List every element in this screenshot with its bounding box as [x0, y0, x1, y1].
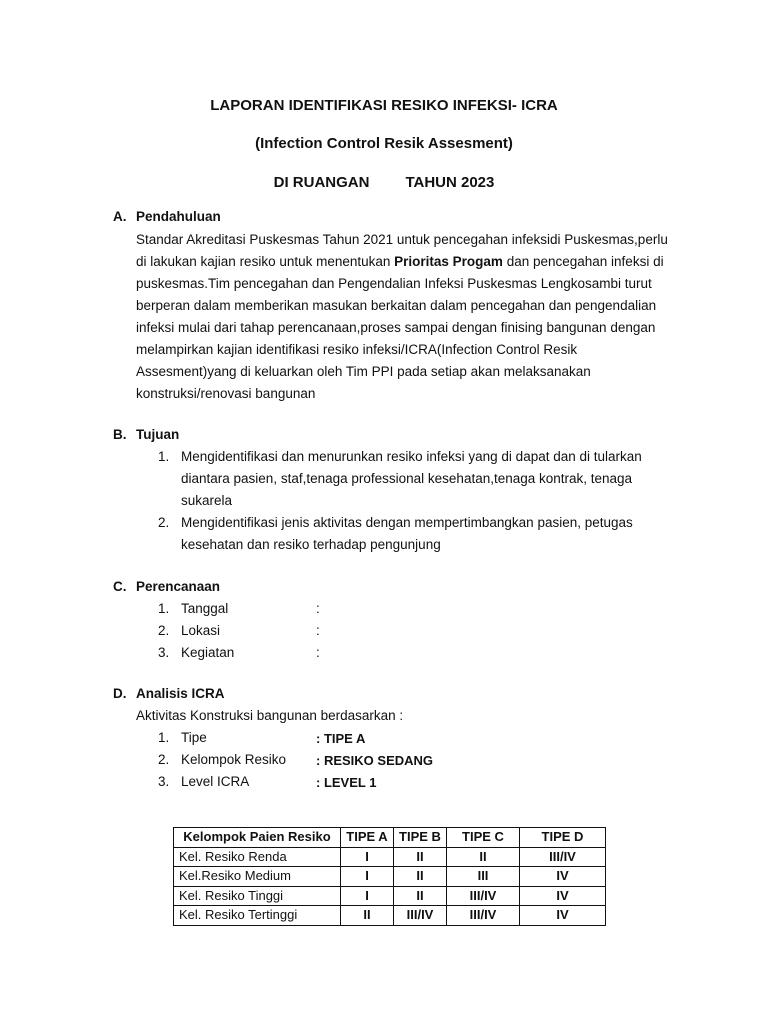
- location-label: DI RUANGAN: [273, 174, 370, 191]
- list-item-number: 2.: [158, 752, 170, 767]
- table-cell: II: [394, 886, 447, 906]
- icra-matrix-table: [173, 827, 606, 926]
- table-cell: II: [394, 867, 447, 887]
- section-c-heading: Perencanaan: [136, 579, 221, 594]
- section-d-intro: Aktivitas Konstruksi bangunan berdasarkan :: [136, 708, 404, 723]
- field-value: :: [316, 623, 320, 638]
- table-cell: Kel. Resiko Tertinggi: [174, 906, 341, 926]
- para-text-2: dan pencegahan infeksi di puskesmas.Tim pencegahan dan Pengendalian Infeksi Puskesmas Lengkosambi turut berperan dalam memberikan masukan berkaitan dalam pencegahan dan pengendalian infeksi mulai dari tahap perencanaan,proses sampai dengan finising bangunan dengan melampirkan kajian identifikasi resiko infeksi/ICRA(Infection Control Resik Assesment)yang di keluarkan oleh Tim PPI pada setiap akan melaksanakan konstruksi/renovasi bangunan: [136, 254, 664, 401]
- list-item-number: 2.: [158, 623, 170, 638]
- list-item-number: 3.: [158, 645, 170, 660]
- table-cell: III/IV: [447, 906, 520, 926]
- para-bold-text: Prioritas Progam: [394, 254, 503, 269]
- report-title: LAPORAN IDENTIFIKASI RESIKO INFEKSI- ICRA: [210, 97, 558, 114]
- table-row: [174, 867, 606, 887]
- field-label: Kegiatan: [181, 645, 235, 660]
- table-cell: II: [394, 847, 447, 867]
- field-value: : TIPE A: [316, 731, 366, 746]
- section-a-letter: A.: [113, 209, 127, 224]
- section-c-letter: C.: [113, 579, 127, 594]
- report-subtitle: (Infection Control Resik Assesment): [255, 135, 513, 152]
- table-row: [174, 886, 606, 906]
- list-item-number: 2.: [158, 515, 170, 530]
- table-cell: I: [341, 847, 394, 867]
- table-row: [174, 847, 606, 867]
- list-item-number: 1.: [158, 601, 170, 616]
- field-value: :: [316, 645, 320, 660]
- field-value: : RESIKO SEDANG: [316, 753, 434, 768]
- list-item-text: Mengidentifikasi jenis aktivitas dengan mempertimbangkan pasien, petugas kesehatan dan resiko terhadap pengunjung: [181, 515, 633, 552]
- table-header-cell: Kelompok Paien Resiko: [174, 828, 341, 848]
- section-d-letter: D.: [113, 686, 127, 701]
- table-cell: I: [341, 867, 394, 887]
- table-cell: IV: [520, 867, 606, 887]
- list-item-number: 1.: [158, 730, 170, 745]
- section-a-heading: Pendahuluan: [136, 209, 221, 224]
- report-location-year: [0, 174, 768, 191]
- table-header-row: [174, 828, 606, 848]
- list-item-text: Mengidentifikasi dan menurunkan resiko infeksi yang di dapat dan di tularkan diantara pasien, staf,tenaga professional kesehatan,tenaga kontrak, tenaga sukarela: [181, 449, 642, 508]
- section-b-letter: B.: [113, 427, 127, 442]
- table-cell: I: [341, 886, 394, 906]
- table-row: [174, 906, 606, 926]
- section-d-heading: Analisis ICRA: [136, 686, 225, 701]
- list-item-number: 3.: [158, 774, 170, 789]
- field-label: Tanggal: [181, 601, 229, 616]
- table-cell: III/IV: [520, 847, 606, 867]
- table-cell: III/IV: [447, 886, 520, 906]
- field-label: Kelompok Resiko: [181, 752, 287, 767]
- table-cell: III/IV: [394, 906, 447, 926]
- table-cell: IV: [520, 886, 606, 906]
- para-text-1: Standar Akreditasi Puskesmas Tahun 2021 untuk pencegahan infeksidi Puskesmas,perlu di lakukan kajian resiko untuk menentukan: [136, 232, 668, 269]
- table-header-cell: TIPE D: [520, 828, 606, 848]
- table-cell: II: [447, 847, 520, 867]
- year-label: TAHUN 2023: [405, 174, 495, 191]
- field-value: : LEVEL 1: [316, 775, 377, 790]
- table-cell: II: [341, 906, 394, 926]
- section-a-paragraph: [136, 229, 676, 405]
- table-header-cell: TIPE B: [394, 828, 447, 848]
- field-label: Lokasi: [181, 623, 221, 638]
- table-cell: Kel. Resiko Renda: [174, 847, 341, 867]
- section-b-heading: Tujuan: [136, 427, 180, 442]
- field-value: :: [316, 601, 320, 616]
- table-cell: III: [447, 867, 520, 887]
- table-cell: Kel. Resiko Tinggi: [174, 886, 341, 906]
- table-cell: Kel.Resiko Medium: [174, 867, 341, 887]
- table-header-cell: TIPE A: [341, 828, 394, 848]
- table-cell: IV: [520, 906, 606, 926]
- field-label: Level ICRA: [181, 774, 250, 789]
- table-header-cell: TIPE C: [447, 828, 520, 848]
- list-item-number: 1.: [158, 449, 170, 464]
- field-label: Tipe: [181, 730, 207, 745]
